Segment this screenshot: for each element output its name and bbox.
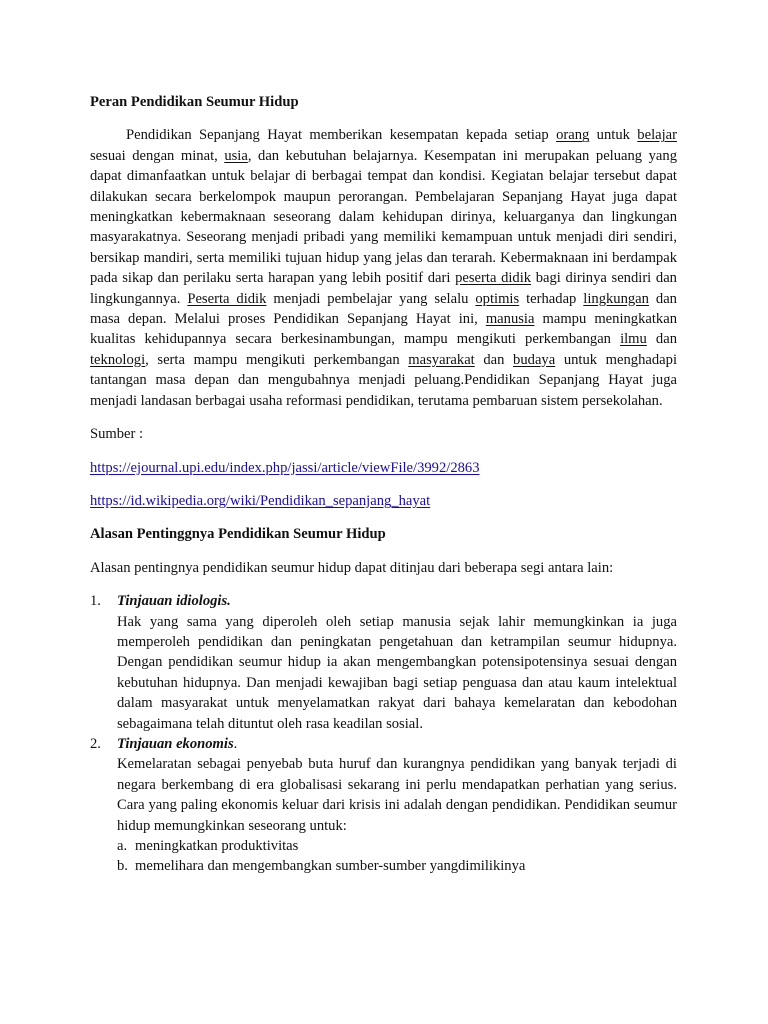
source-link-wikipedia[interactable]: https://id.wikipedia.org/wiki/Pendidikan_sepanjang_hayat: [90, 492, 431, 509]
underlined-term[interactable]: usia: [224, 147, 248, 164]
underlined-term[interactable]: ilmu: [620, 331, 647, 348]
paragraph-text: , serta mampu mengikuti perkembangan: [145, 351, 409, 368]
list-item-heading: [117, 734, 677, 754]
list-item: [90, 734, 677, 877]
paragraph-text: dan: [474, 351, 514, 368]
paragraph-text: menjadi pembelajar yang selalu: [266, 290, 476, 307]
list-item-title: Tinjauan ekonomis: [117, 735, 234, 752]
underlined-term[interactable]: lingkungan: [583, 290, 649, 307]
sub-list-letter: a.: [117, 838, 128, 854]
list-item-body: Hak yang sama yang diperoleh oleh setiap manusia sejak lahir memungkinkan ia juga memperoleh pendidikan dan peningkatan pengetahuan dan ketrampilan seumur hidupnya. Dengan pendidikan seumur hidup ia akan mengembangkan potensipotensinya sesuai dengan kebutuhan hidupnya. Dan menjadi kewajiban bagi setiap penguasa dan atau kaum intelektual dalam masyarakat untuk menyelamatkan rakyat dari bahaya kemelaratan dan kebodohan sebagaimana telah dituntut oleh rasa keadilan sosial.: [117, 613, 677, 732]
document-page: [90, 92, 677, 877]
underlined-term[interactable]: orang: [556, 127, 590, 144]
list-item: [90, 591, 677, 734]
sub-list-letter: b.: [117, 858, 128, 875]
underlined-term[interactable]: masyarakat: [408, 351, 475, 368]
section-title-peran: Peran Pendidikan Seumur Hidup: [90, 94, 299, 110]
list-item-title: Tinjauan idiologis.: [117, 593, 231, 610]
paragraph-text: untuk: [589, 127, 638, 144]
underlined-term[interactable]: belajar: [637, 127, 677, 144]
paragraph-text: terhadap: [519, 290, 584, 307]
list-item-number: 2.: [90, 735, 101, 752]
list-item-heading: [117, 591, 677, 611]
list-item-title-suffix: .: [233, 735, 238, 752]
underlined-term[interactable]: peserta didik: [455, 270, 532, 287]
underlined-term[interactable]: teknologi: [90, 351, 146, 368]
paragraph-text: dan: [646, 331, 677, 348]
underlined-term[interactable]: Peserta didik: [187, 290, 267, 307]
paragraph-text: mampu meningkatkan kualitas kehidupannya secara berkesinambungan, mampu mengikuti perkembangan: [90, 311, 677, 348]
section-title-alasan: Alasan Pentinggnya Pendidikan Seumur Hidup: [90, 526, 386, 543]
paragraph-peran: [90, 125, 677, 411]
sub-list-item: [117, 836, 677, 856]
paragraph-text: sesuai dengan minat,: [90, 147, 225, 164]
underlined-term[interactable]: manusia: [485, 311, 535, 328]
sub-list: [117, 836, 677, 877]
paragraph-text: Pendidikan Sepanjang Hayat memberikan kesempatan kepada setiap: [126, 127, 557, 144]
paragraph-text: dan masa depan. Melalui proses Pendidikan Sepanjang Hayat ini,: [90, 290, 677, 328]
sub-list-text: meningkatkan produktivitas: [135, 838, 299, 854]
list-item-number: 1.: [90, 593, 101, 610]
reasons-list: [90, 591, 677, 877]
paragraph-text: , dan kebutuhan belajarnya. Kesempatan ini merupakan peluang yang dapat dimanfaatkan untuk belajar di berbagai tempat dan kondisi. Kegiatan belajar tersebut dapat dilakukan secara berkelompok maupun perorangan. Pembelajaran Sepanjang Hayat juga dapat meningkatkan kebermaknaan seseorang dalam kehidupan dirinya, keluarganya dan lingkungan masyarakatnya. Seseorang menjadi pribadi yang memiliki kemampuan untuk menjadi diri sendiri, bersikap mandiri, serta memiliki tujuan hidup yang jelas dan terarah. Kebermaknaan ini berdampak pada sikap dan perilaku serta harapan yang lebih positif dari: [90, 147, 677, 287]
intro-paragraph: Alasan pentingnya pendidikan seumur hidup dapat ditinjau dari beberapa segi antara lain:: [90, 559, 614, 576]
paragraph-text: untuk menghadapi tantangan masa depan dan mengubahnya menjadi peluang.Pendidikan Sepanjang Hayat juga menjadi landasan berbagai usaha reformasi pendidikan, terutama pembaruan sistem persekolahan.: [90, 351, 677, 409]
sub-list-text: memelihara dan mengembangkan sumber-sumber yangdimilikinya: [135, 858, 526, 875]
sub-list-item: [117, 856, 677, 876]
source-link-ejournal[interactable]: https://ejournal.upi.edu/index.php/jassi/article/viewFile/3992/2863: [90, 459, 480, 476]
underlined-term[interactable]: optimis: [475, 290, 520, 307]
paragraph-text: bagi dirinya sendiri dan lingkungannya.: [90, 270, 677, 307]
list-item-body: Kemelaratan sebagai penyebab buta huruf dan kurangnya pendidikan yang banyak terjadi di negara berkembang di era globalisasi sekarang ini perlu mendapatkan perhatian yang serius. Cara yang paling ekonomis keluar dari krisis ini adalah dengan pendidikan. Pendidikan seumur hidup memungkinkan seseorang untuk:: [117, 756, 677, 834]
source-label: Sumber :: [90, 426, 144, 443]
underlined-term[interactable]: budaya: [513, 351, 556, 368]
